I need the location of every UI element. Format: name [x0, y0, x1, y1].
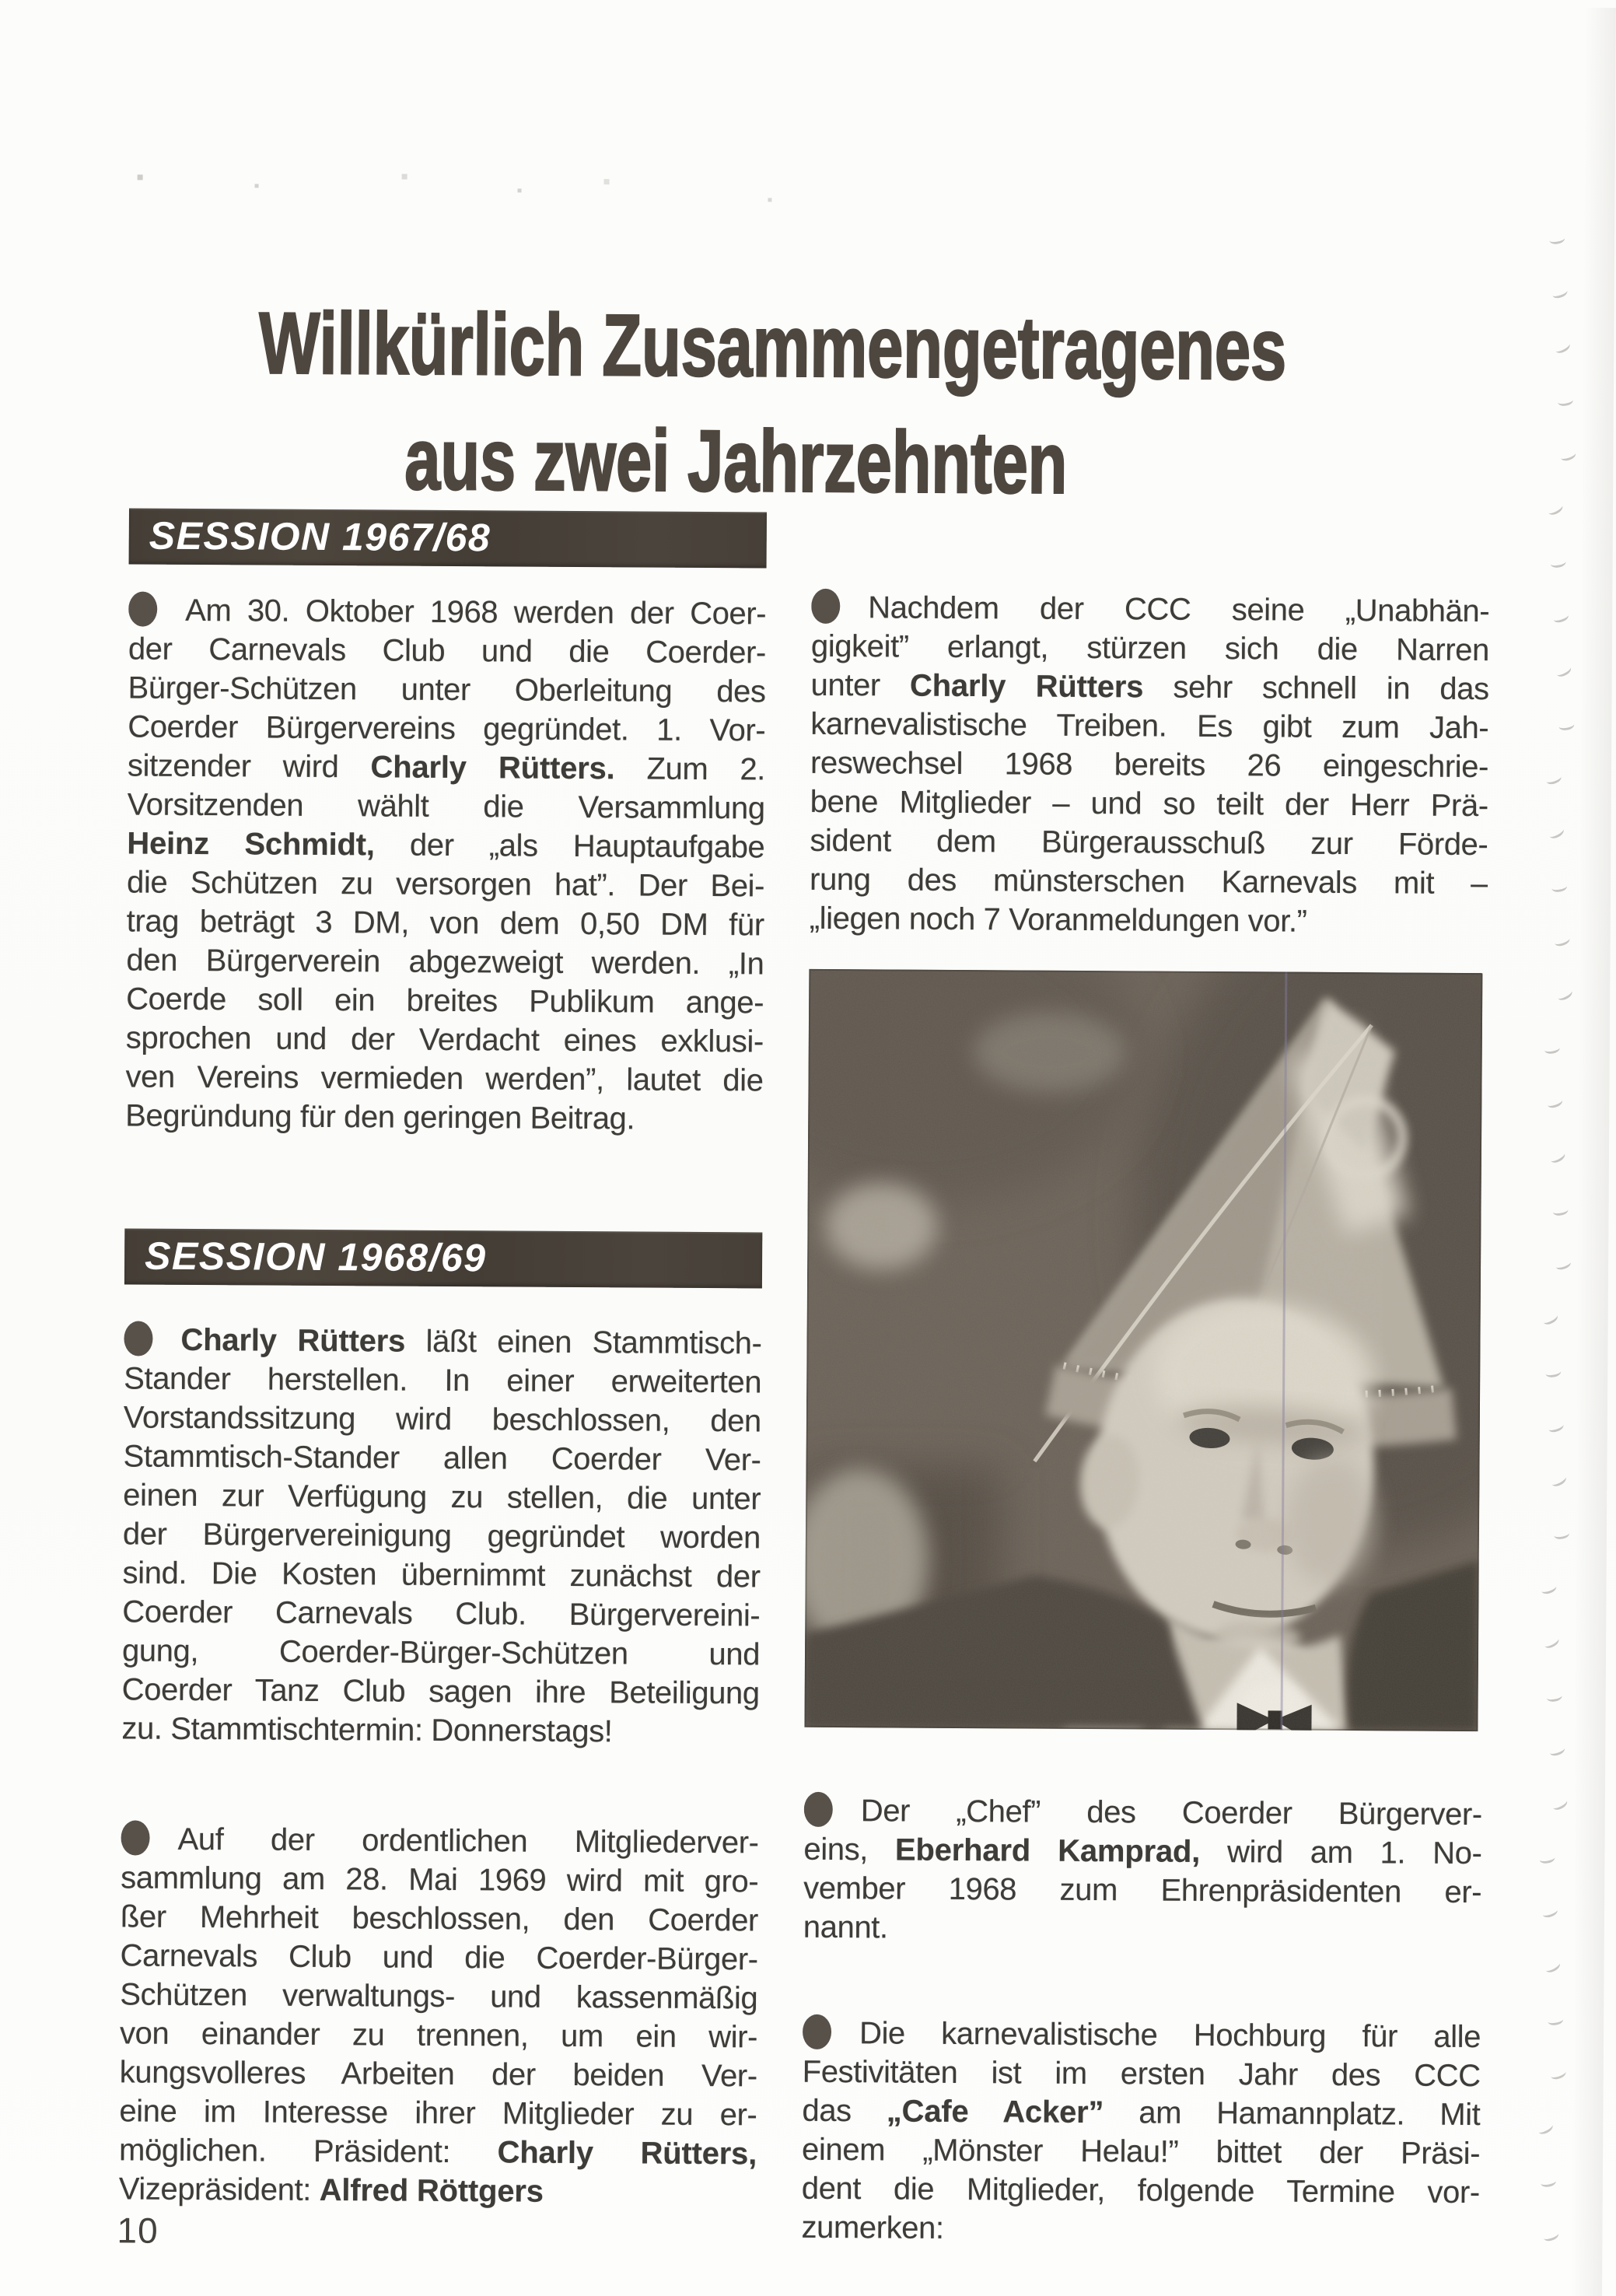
- scan-mark: [1551, 881, 1568, 893]
- scan-mark: [1541, 1906, 1559, 1920]
- scan-mark: [1544, 1958, 1562, 1974]
- text-line: eins, Eberhard Kamprad, wird am 1. No-: [803, 1832, 1482, 1871]
- scan-mark: [1546, 502, 1564, 517]
- paragraph-ehrenpraesident: [803, 1791, 1482, 1951]
- text-line: eine im Interesse ihrer Mitglieder zu er-: [119, 2094, 757, 2133]
- scan-mark: [1544, 1367, 1562, 1378]
- paragraph-mitgliederversammlung: [119, 1819, 759, 2212]
- scan-mark: [1547, 1419, 1565, 1433]
- text-line: Vorstandssitzung wird beschlossen, den: [123, 1400, 761, 1439]
- scan-mark: [1552, 611, 1570, 625]
- scan-mark: [1556, 987, 1574, 1003]
- text-line: der Bürgervereinigung gegründet worden: [122, 1517, 761, 1556]
- text-line: Heinz Schmidt, der „als Hauptaufgabe: [127, 826, 765, 865]
- text-line: sprochen und der Verdacht eines exklusi-: [125, 1020, 764, 1059]
- title-line-1: Willkürlich Zusammengetragenes: [258, 294, 1287, 398]
- text-line: Stammtisch-Stander allen Coerder Ver-: [123, 1439, 761, 1478]
- text-line: Vizepräsident: Alfred Röttgers: [118, 2172, 544, 2209]
- scan-mark: [1551, 1797, 1569, 1812]
- section-header-label: SESSION 1968/69: [144, 1234, 487, 1280]
- scan-mark: [1559, 448, 1577, 462]
- scan-mark: [1554, 340, 1572, 355]
- text-line: einen zur Verfügung zu stellen, die unter: [123, 1478, 761, 1517]
- scan-mark: [1553, 934, 1571, 948]
- scan-mark: [1553, 1529, 1570, 1541]
- text-line: Schützen verwaltungs- und kassenmäßig: [120, 1977, 758, 2016]
- bullet-icon: [811, 589, 840, 624]
- text-line: Vorsitzenden wählt die Versammlung: [127, 787, 765, 826]
- text-line: einem „Mönster Helau!” bittet der Präsi-: [801, 2132, 1481, 2172]
- scan-mark: [1555, 1258, 1572, 1272]
- left-column: [119, 508, 767, 2212]
- portrait-photo-drawing: [804, 969, 1482, 1731]
- text-line: Auf der ordentlichen Mitgliederver-: [121, 1819, 758, 1862]
- text-line: sident dem Bürgerausschuß zur Förde-: [810, 823, 1488, 863]
- text-line: ven Vereins vermieden werden”, lautet die: [125, 1059, 764, 1098]
- section-header-1967-68: [129, 508, 767, 568]
- text-line: Bürger-Schützen unter Oberleitung des: [128, 670, 766, 709]
- scan-mark: [1557, 395, 1574, 407]
- scan-mark: [1549, 2067, 1567, 2081]
- text-line: ßer Mehrheit beschlossen, den Coerder: [120, 1899, 759, 1938]
- text-line: gigkeit” erlangt, stürzen sich die Narren: [810, 628, 1490, 668]
- right-column: [801, 588, 1489, 2251]
- text-line: möglichen. Präsident: Charly Rütters,: [118, 2133, 757, 2172]
- text-line: sitzender wird Charly Rütters. Zum 2.: [127, 748, 766, 787]
- text-line: Der „Chef” des Coerder Bürgerver-: [804, 1791, 1482, 1834]
- scan-mark: [1542, 2229, 1560, 2243]
- text-line: Festivitäten ist im ersten Jahr des CCC: [802, 2054, 1481, 2094]
- text-line: die Schützen zu versorgen hat”. Der Bei-: [126, 865, 765, 904]
- text-line: Coerder Tanz Club sagen ihre Beteiligung: [121, 1672, 760, 1711]
- scan-mark: [1548, 1149, 1566, 1164]
- text-line: Begründung für den geringen Beitrag.: [125, 1098, 635, 1136]
- text-line: dent die Mitglieder, folgende Termine vor-: [801, 2171, 1480, 2210]
- scan-mark: [1552, 1205, 1569, 1216]
- scan-mark: [1540, 1582, 1558, 1596]
- text-line: von einander zu trennen, um ein wir-: [119, 2016, 758, 2055]
- text-line: kungsvolleres Arbeiten der beiden Ver-: [119, 2055, 757, 2094]
- scan-mark: [1540, 2176, 1557, 2188]
- text-line: „liegen noch 7 Voranmeldungen vor.”: [809, 901, 1307, 939]
- portrait-photo: [804, 969, 1482, 1731]
- scan-mark: [1542, 1635, 1560, 1650]
- text-line: trag beträgt 3 DM, von dem 0,50 DM für: [126, 904, 764, 943]
- bullet-icon: [121, 1820, 149, 1855]
- bullet-icon: [803, 2014, 831, 2049]
- text-line: bene Mitglieder – und so teilt der Herr Prä-: [810, 784, 1488, 824]
- scan-mark: [1551, 286, 1569, 300]
- text-line: gung, Coerder-Bürger-Schützen und: [121, 1633, 761, 1672]
- text-line: zu. Stammtischtermin: Donnerstags!: [121, 1711, 613, 1749]
- text-line: Am 30. Oktober 1968 werden der Coer-: [128, 590, 766, 633]
- text-line: Coerde soll ein breites Publikum ange-: [126, 982, 764, 1020]
- text-line: sind. Die Kosten übernimmt zunächst der: [122, 1556, 761, 1594]
- section-header-label: SESSION 1967/68: [149, 513, 491, 560]
- scan-mark: [1537, 2120, 1555, 2136]
- scan-mark: [1539, 1853, 1556, 1864]
- bullet-icon: [124, 1321, 152, 1356]
- text-line: Die karnevalistische Hochburg für alle: [803, 2014, 1481, 2056]
- scan-mark: [1544, 1043, 1561, 1055]
- scan-mark: [1548, 1744, 1566, 1758]
- text-line: nannt.: [803, 1909, 888, 1945]
- bullet-icon: [804, 1792, 833, 1827]
- paragraph-cafe-acker: [801, 2014, 1481, 2251]
- text-line: der Carnevals Club und die Coerder-: [128, 632, 767, 670]
- text-line: den Bürgerverein abgezweigt werden. „In: [126, 943, 764, 982]
- scan-mark: [1548, 825, 1565, 841]
- text-line: unter Charly Rütters sehr schnell in das: [810, 667, 1489, 707]
- scan-mark: [1541, 1311, 1559, 1327]
- paragraph-unabhaengigkeit: [810, 588, 1490, 942]
- text-line: Coerder Carnevals Club. Bürgervereini-: [122, 1594, 761, 1633]
- scan-mark: [1547, 2014, 1564, 2026]
- text-line: Stander herstellen. In einer erweiterten: [124, 1361, 762, 1400]
- text-line: zumerken:: [801, 2210, 944, 2245]
- text-line: karnevalistische Treiben. Es gibt zum Jah-: [810, 706, 1489, 746]
- scan-mark: [1550, 557, 1567, 569]
- scan-mark: [1555, 663, 1572, 679]
- scan-mark: [1546, 1691, 1563, 1703]
- scan-mark: [1548, 233, 1565, 245]
- text-line: Coerder Bürgervereins gegründet. 1. Vor-: [128, 709, 766, 748]
- scan-mark: [1545, 772, 1563, 786]
- text-line: Carnevals Club und die Coerder-Bürger-: [120, 1938, 758, 1977]
- scan-mark: [1558, 719, 1575, 731]
- text-line: das „Cafe Acker” am Hamannplatz. Mit: [802, 2093, 1481, 2133]
- page-title: [90, 285, 1383, 523]
- text-line: Nachdem der CCC seine „Unabhän-: [811, 588, 1489, 631]
- scan-mark: [1550, 1473, 1568, 1489]
- paragraph-stammtisch-stander: [121, 1320, 761, 1752]
- page-number: 10: [117, 2210, 159, 2251]
- text-line: rung des münsterschen Karnevals mit –: [809, 862, 1488, 901]
- title-line-2: aus zwei Jahrzehnten: [404, 410, 1068, 512]
- section-header-1968-69: [124, 1228, 762, 1288]
- bullet-icon: [128, 591, 157, 626]
- text-line: vember 1968 zum Ehrenpräsidenten er-: [803, 1871, 1482, 1910]
- scan-mark: [1546, 1096, 1564, 1110]
- text-line: sammlung am 28. Mai 1969 wird mit gro-: [121, 1860, 759, 1899]
- text-line: Charly Rütters läßt einen Stammtisch-: [124, 1320, 761, 1363]
- text-line: reswechsel 1968 bereits 26 eingeschrie-: [810, 745, 1489, 785]
- paragraph-club-founding: [125, 590, 766, 1139]
